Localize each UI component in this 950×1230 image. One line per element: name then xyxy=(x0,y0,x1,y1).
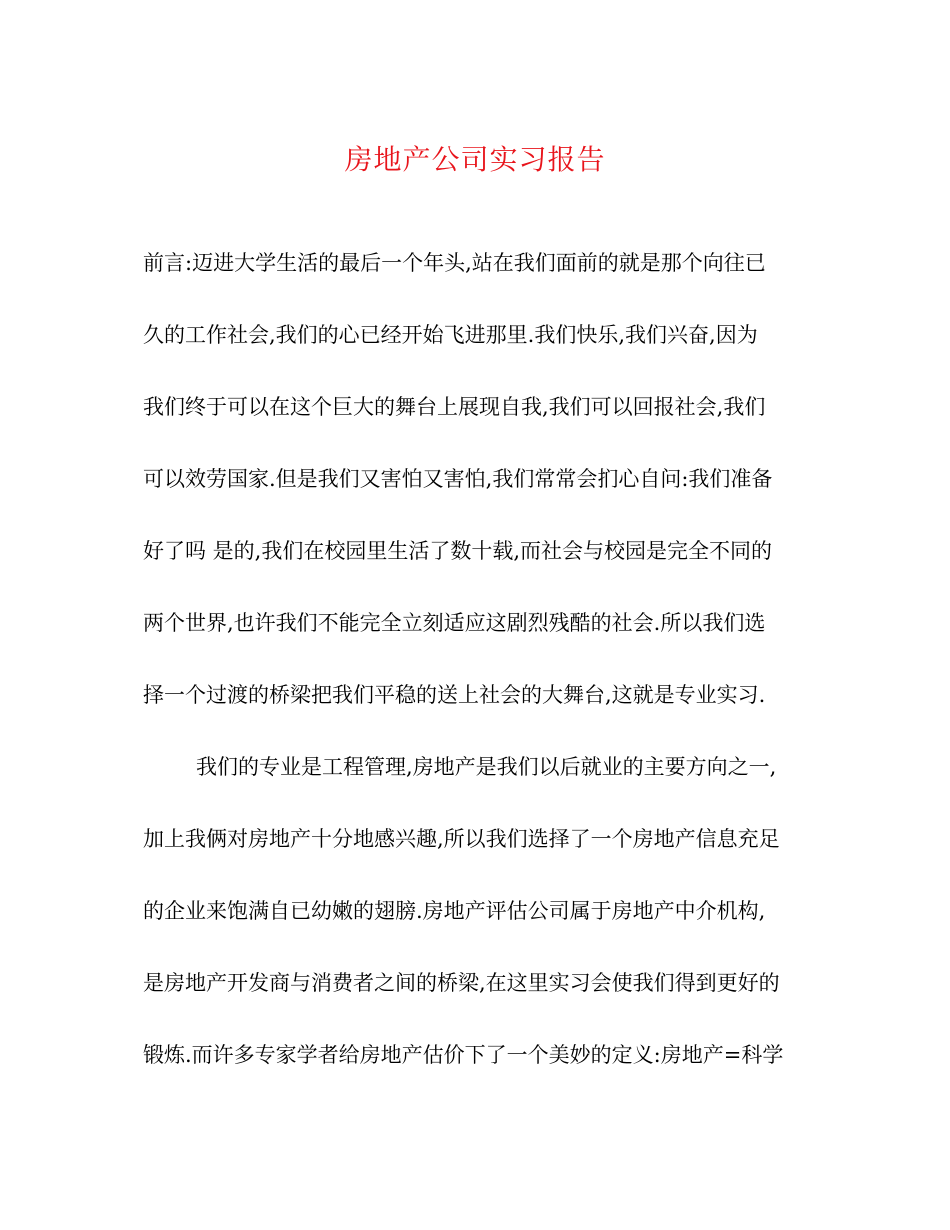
paragraph-line-8: 我们的专业是工程管理,房地产是我们以后就业的主要方向之一, xyxy=(196,755,777,779)
paragraph-line-12: 锻炼.而许多专家学者给房地产估价下了一个美妙的定义:房地产=科学 xyxy=(143,1043,784,1067)
paragraph-line-7: 择一个过渡的桥梁把我们平稳的送上社会的大舞台,这就是专业实习. xyxy=(143,683,766,707)
paragraph-line-5: 好了吗 是的,我们在校园里生活了数十载,而社会与校园是完全不同的 xyxy=(143,539,773,563)
paragraph-line-1: 前言:迈进大学生活的最后一个年头,站在我们面前的就是那个向往已 xyxy=(143,251,766,275)
paragraph-line-3: 我们终于可以在这个巨大的舞台上展现自我,我们可以回报社会,我们 xyxy=(143,395,766,419)
paragraph-line-2: 久的工作社会,我们的心已经开始飞进那里.我们快乐,我们兴奋,因为 xyxy=(143,323,758,347)
paragraph-line-6: 两个世界,也许我们不能完全立刻适应这剧烈残酷的社会.所以我们选 xyxy=(143,611,766,635)
paragraph-line-9: 加上我俩对房地产十分地感兴趣,所以我们选择了一个房地产信息充足 xyxy=(143,827,780,851)
document-title: 房地产公司实习报告 xyxy=(344,143,606,176)
paragraph-line-11: 是房地产开发商与消费者之间的桥梁,在这里实习会使我们得到更好的 xyxy=(143,971,780,995)
paragraph-line-4: 可以效劳国家.但是我们又害怕又害怕,我们常常会扪心自问:我们准备 xyxy=(143,467,773,491)
paragraph-line-10: 的企业来饱满自已幼嫩的翅膀.房地产评估公司属于房地产中介机构, xyxy=(143,899,766,923)
